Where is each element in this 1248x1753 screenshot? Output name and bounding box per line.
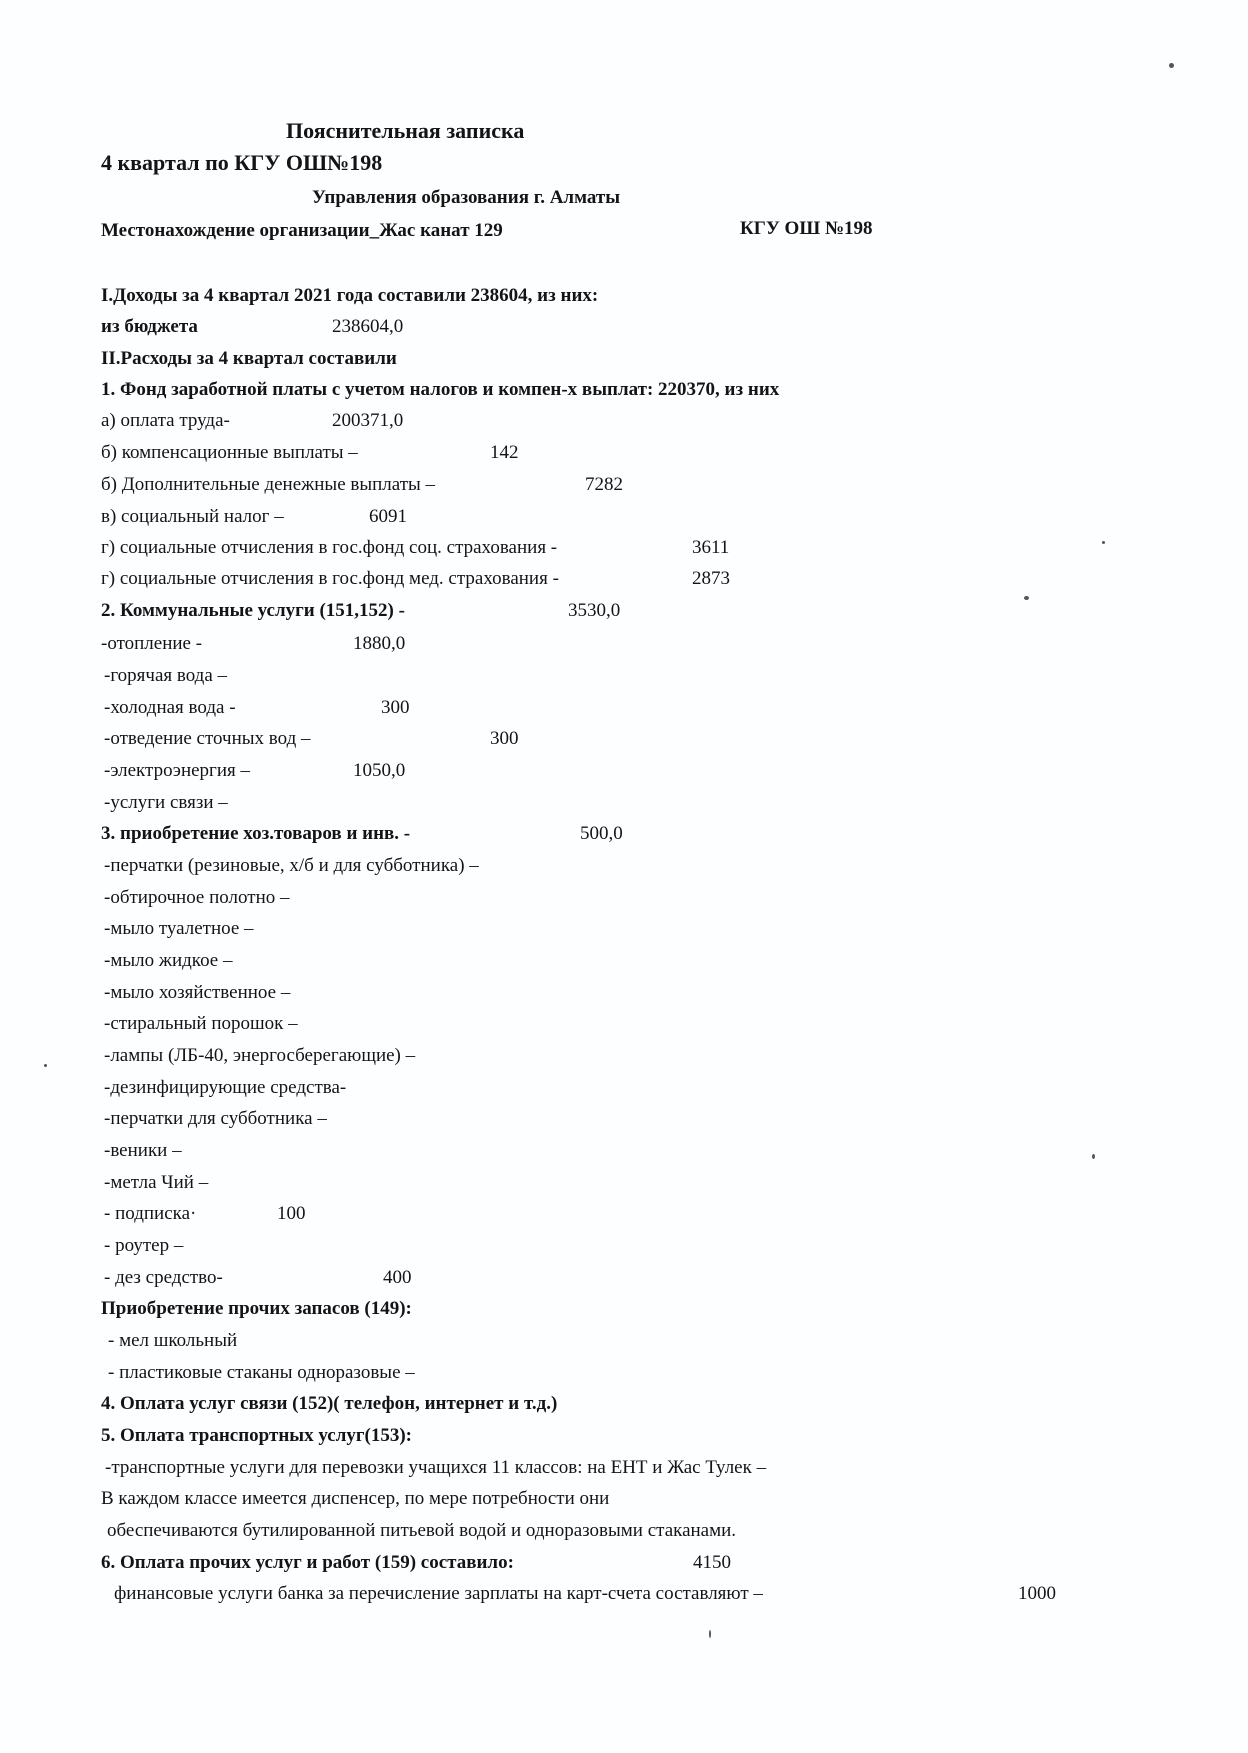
- supplies-item-label: -мыло туалетное –: [104, 918, 254, 939]
- income-heading: I.Доходы за 4 квартал 2021 года составили 238604, из них:: [101, 285, 599, 306]
- other-services-heading: 6. Оплата прочих услуг и работ (159) составило:: [101, 1552, 514, 1573]
- scan-speck: [709, 1630, 711, 1638]
- document-subtitle: 4 квартал по КГУ ОШ№198: [101, 150, 383, 175]
- supplies-item-label: -перчатки (резиновые, х/б и для субботника) –: [104, 855, 479, 876]
- supplies-total: 500,0: [580, 823, 623, 844]
- supplies-item-label: -веники –: [104, 1140, 182, 1161]
- supplies-item-label: -метла Чий –: [104, 1172, 209, 1193]
- payroll-item-value: 2873: [692, 568, 730, 589]
- utilities-item-label: -отведение сточных вод –: [104, 728, 311, 749]
- utilities-item-value: 300: [381, 697, 410, 718]
- payroll-item-label: г) социальные отчисления в гос.фонд соц. страхования -: [101, 537, 558, 558]
- supplies-item-label: - дез средство-: [104, 1267, 223, 1288]
- transport-line: -транспортные услуги для перевозки учащихся 11 классов: на ЕНТ и Жас Тулек –: [105, 1457, 767, 1478]
- document-title: Пояснительная записка: [286, 118, 525, 143]
- bank-services-label: финансовые услуги банка за перечисление зарплаты на карт-счета составляют –: [114, 1583, 763, 1604]
- supplies-item-value: 100: [277, 1203, 306, 1224]
- supplies-item-label: -лампы (ЛБ-40, энергосберегающие) –: [104, 1045, 416, 1066]
- supplies-heading: 3. приобретение хоз.товаров и инв. -: [101, 823, 411, 844]
- utilities-item-label: -электроэнергия –: [104, 760, 251, 781]
- supplies-item-label: - подписка·: [104, 1203, 197, 1224]
- transport-heading: 5. Оплата транспортных услуг(153):: [101, 1425, 412, 1446]
- payroll-item-label: г) социальные отчисления в гос.фонд мед. страхования -: [101, 568, 559, 589]
- payroll-item-label: в) социальный налог –: [101, 506, 284, 527]
- scan-speck: [1169, 63, 1174, 68]
- supplies-item-label: -мыло хозяйственное –: [104, 982, 291, 1003]
- expenses-heading: II.Расходы за 4 квартал составили: [101, 348, 397, 369]
- payroll-item-value: 3611: [692, 537, 730, 558]
- supplies-item-label: -обтирочное полотно –: [104, 887, 290, 908]
- utilities-item-value: 300: [490, 728, 519, 749]
- supplies-item-label: - роутер –: [104, 1235, 184, 1256]
- other-services-total: 4150: [693, 1552, 731, 1573]
- department-line: Управления образования г. Алматы: [312, 187, 621, 208]
- utilities-item-value: 1880,0: [353, 633, 406, 654]
- utilities-item-label: -отопление -: [101, 633, 203, 654]
- utilities-item-label: -холодная вода -: [104, 697, 236, 718]
- scan-speck: [1024, 596, 1029, 600]
- utilities-heading: 2. Коммунальные услуги (151,152) -: [101, 600, 405, 621]
- org-name: КГУ ОШ №198: [740, 218, 873, 239]
- income-budget-value: 238604,0: [332, 316, 404, 337]
- payroll-item-value: 142: [490, 442, 519, 463]
- utilities-total: 3530,0: [568, 600, 621, 621]
- other-stock-item: - пластиковые стаканы одноразовые –: [108, 1362, 415, 1383]
- payroll-item-label: б) компенсационные выплаты –: [101, 442, 358, 463]
- utilities-item-label: -услуги связи –: [104, 792, 228, 813]
- payroll-item-value: 200371,0: [332, 410, 404, 431]
- supplies-item-label: -стиральный порошок –: [104, 1013, 298, 1034]
- utilities-item-label: -горячая вода –: [104, 665, 228, 686]
- utilities-item-value: 1050,0: [353, 760, 406, 781]
- payroll-item-value: 6091: [369, 506, 407, 527]
- other-stock-heading: Приобретение прочих запасов (149):: [101, 1298, 412, 1319]
- other-stock-item: - мел школьный: [108, 1330, 238, 1351]
- supplies-item-label: -дезинфицирующие средства-: [104, 1077, 347, 1098]
- bank-services-value: 1000: [1018, 1583, 1056, 1604]
- scan-speck: [1092, 1154, 1095, 1159]
- payroll-heading: 1. Фонд заработной платы с учетом налогов и компен-х выплат: 220370, из них: [101, 379, 780, 400]
- income-budget-label: из бюджета: [101, 316, 198, 337]
- payroll-item-value: 7282: [585, 474, 623, 495]
- transport-line: обеспечиваются бутилированной питьевой водой и одноразовыми стаканами.: [107, 1520, 737, 1541]
- transport-line: В каждом классе имеется диспенсер, по мере потребности они: [101, 1488, 610, 1509]
- payroll-item-label: а) оплата труда-: [101, 410, 230, 431]
- supplies-item-label: -перчатки для субботника –: [104, 1108, 327, 1129]
- location-line: Местонахождение организации_Жас канат 129: [101, 220, 503, 241]
- supplies-item-value: 400: [383, 1267, 412, 1288]
- payroll-item-label: б) Дополнительные денежные выплаты –: [101, 474, 436, 495]
- scan-speck: [1102, 541, 1105, 544]
- supplies-item-label: -мыло жидкое –: [104, 950, 233, 971]
- scan-speck: [44, 1064, 47, 1067]
- communication-heading: 4. Оплата услуг связи (152)( телефон, интернет и т.д.): [101, 1393, 558, 1414]
